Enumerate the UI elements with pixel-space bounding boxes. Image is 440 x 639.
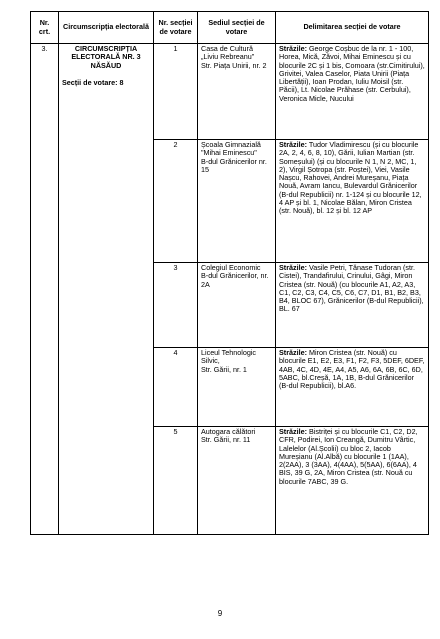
streets-label: Străzile: [279,427,307,436]
section-location: Școala Gimnazială "Mihai Eminescu" B-dul Grănicerilor nr. 15 [198,140,276,263]
section-location: Liceul Tehnologic Silvic, Str. Gării, nr. 1 [198,348,276,427]
section-location: Colegiul Economic B-dul Grănicerilor, nr. 2A [198,263,276,348]
streets-list: George Coșbuc de la nr. 1 - 100, Horea, Mică, Zăvoi, Mihai Eminescu și cu blocurile 2C și 1 bis, Comoara (str.Cimitirului), Grivitei, Valea Caselor, Piata Unirii (Piața Libertății), Ioan Prodan, Iuliu Moisil (str. Păcii), Lt. Nicolae Prăhase (str. Cerbului), Veronica Micle, Nucului [279,44,425,103]
section-delimitation [276,140,429,263]
header-circumscriptia: Circumscripția electorală [59,12,154,44]
section-delimitation [276,263,429,348]
section-delimitation [276,427,429,535]
section-number: 3 [154,263,198,348]
row-number-cell [31,44,59,535]
section-number: 1 [154,44,198,140]
table-row [31,44,429,140]
section-number: 4 [154,348,198,427]
streets-list: Bistriței și cu blocurile C1, C2, D2, CFR, Podirei, Ion Creangă, Dumitru Vârtic, Lalelelor (Al.Școlii) cu bloc 2, Iacob Mureșianu (Al.Albă) cu blocurile 1 (1AA), 2(2AA), 3 (3AA), 4(4AA), 5(5AA), 6(6AA), 4 BIS, 39 G, 2A, Miron Cristea (str. Nouă cu blocurile 7ABC, 39 G. [279,427,418,486]
circumscription-name: CIRCUMSCRIPȚIA ELECTORALĂ NR. 3 NĂSĂUD [71,44,141,70]
streets-list: Tudor Vladimirescu (și cu blocurile 2A, 2, 4, 6, 8, 10), Gării, Iulian Martian (str. Someșului) (și cu blocurile N 1, N 2, MC, 1, 2), Virgil Șotropa (str. Poștei), Viei, Vasile Nașcu, Rahovei, Andrei Mureșanu, Piața Nouă, Avram Iancu, Bulevardul Grănicerilor (B-dul Republicii) nr. 1-124 și cu blocurile 12, 4 AP și bl. 1, Nicolae Bălan, Miron Cristea (str. Nouă), bl. 12 și bl. 12 AP [279,140,422,216]
row-number: 3. [41,44,48,53]
table-header-row [31,12,429,44]
section-delimitation [276,44,429,140]
section-number: 2 [154,140,198,263]
streets-list: Vasile Petri, Tănase Tudoran (str. Cistei), Trandafirului, Crinului, Gâgi, Miron Cristea (str. Nouă) (cu blocurile A1, A2, A3, C1, C2, C3, C4, C5, C6, C7, D1, B1, B2, B3, B4, BLOC 67), Grănicerilor (B-dul Republicii), BL. 67 [279,263,424,314]
header-sediul: Sediul secției de votare [198,12,276,44]
section-location: Autogara călători Str. Gării, nr. 11 [198,427,276,535]
header-nr: Nr. crt. [31,12,59,44]
streets-label: Străzile: [279,140,307,149]
header-nr-sectiei: Nr. secției de votare [154,12,198,44]
sections-count: Secții de votare: 8 [62,77,124,87]
circumscription-cell [59,44,154,535]
section-delimitation [276,348,429,427]
page-number: 9 [217,609,223,618]
streets-list: Miron Cristea (str. Nouă) cu blocurile E1, E2, E3, F1, F2, F3, 5DEF, 6DEF, 4AB, 4C, 4D, 4E, A4, A5, A6, 6A, 6B, 6C, 6D, 5ABC, bl.Creșă, 1A, 1B, B-dul Grănicerilor (B-dul Republicii), bl.A6. [279,348,425,391]
section-location: Casa de Cultură „Liviu Rebreanu” Str. Piața Unirii, nr. 2 [198,44,276,140]
streets-label: Străzile: [279,263,307,272]
streets-label: Străzile: [279,348,307,357]
section-number: 5 [154,427,198,535]
voting-sections-table [30,11,429,535]
header-delimitarea: Delimitarea secției de votare [276,12,429,44]
streets-label: Străzile: [279,44,307,53]
